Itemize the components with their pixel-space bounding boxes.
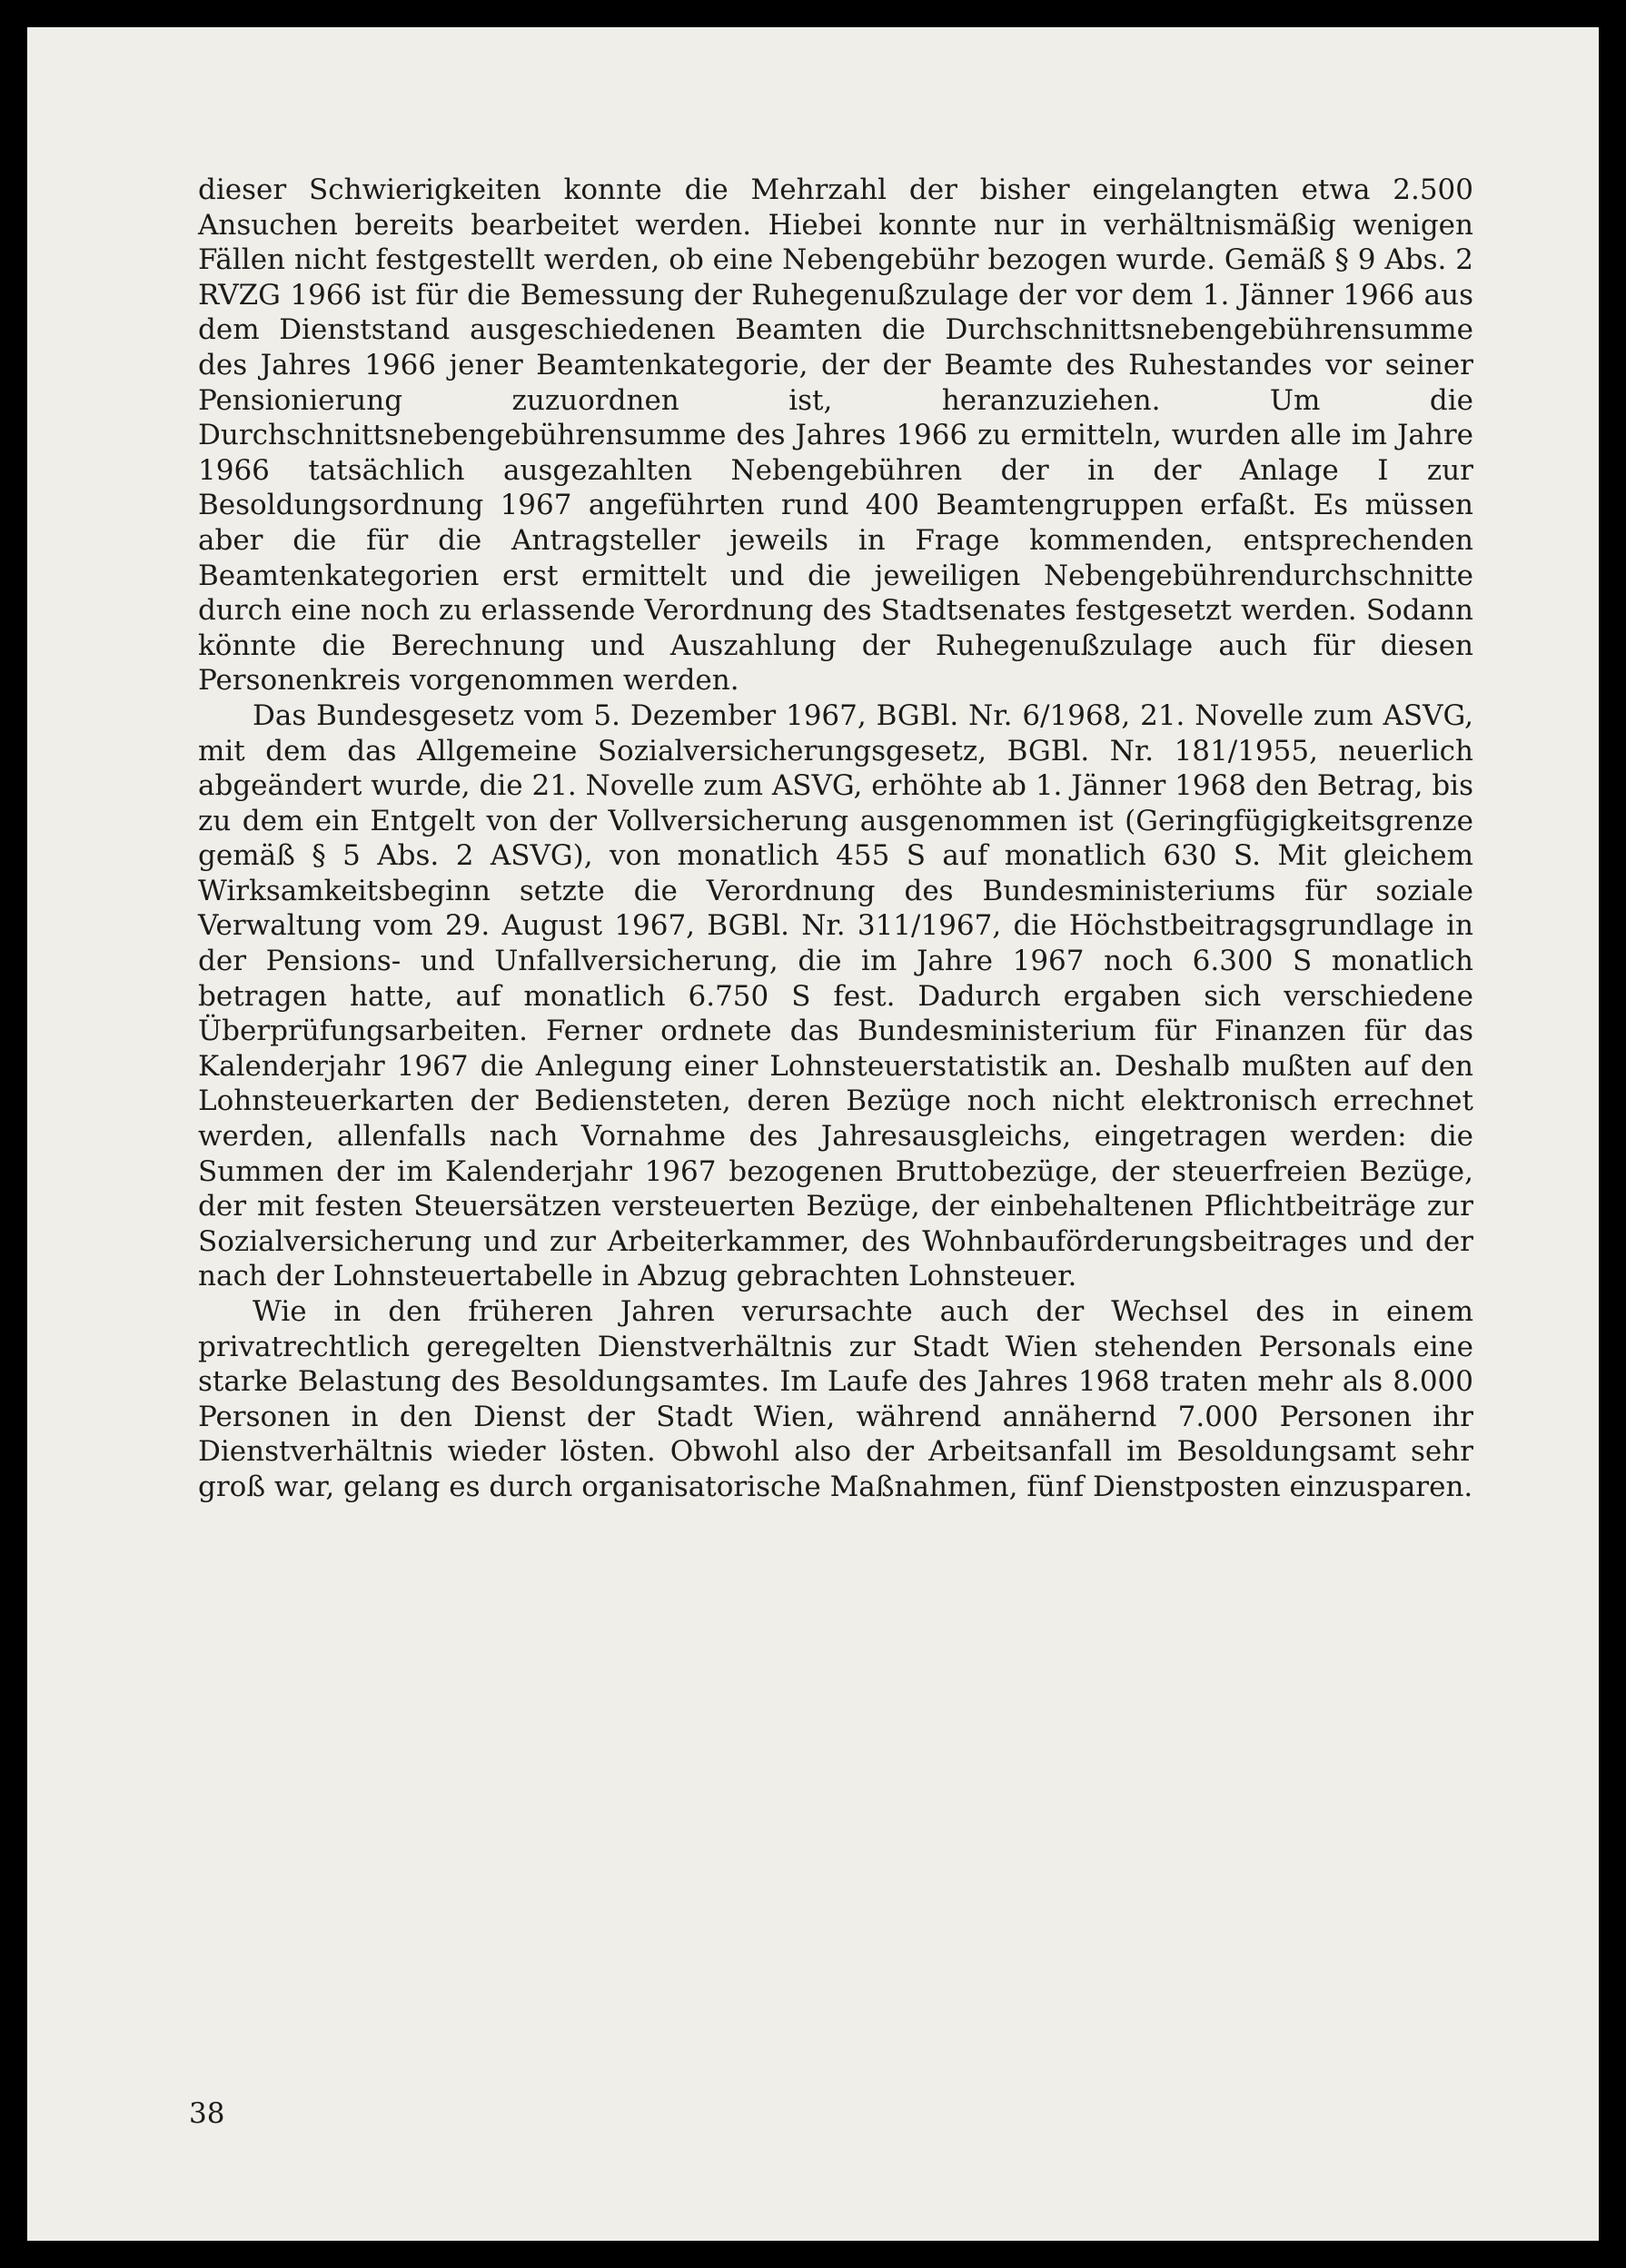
page-number: 38 xyxy=(189,2097,225,2130)
document-page xyxy=(27,27,1599,2241)
body-text xyxy=(198,173,1473,1505)
paragraph-personnel-change: Wie in den früheren Jahren verursachte auch der Wechsel des in einem privatrechtlich geregelten Dienstverhältnis zur Stadt Wien stehenden Personals eine starke Belastung des Besoldungsamtes. Im Laufe des Jahres 1968 traten mehr als 8.000 Personen in den Dienst der Stadt Wien, während annähernd 7.000 Personen ihr Dienstverhältnis wieder lösten. Obwohl also der Arbeitsanfall im Besoldungsamt sehr groß war, gelang es durch organisatorische Maßnahmen, fünf Dienstposten einzusparen. xyxy=(198,1295,1473,1503)
paragraph-asvg-novelle: Das Bundesgesetz vom 5. Dezember 1967, BGBl. Nr. 6/1968, 21. Novelle zum ASVG, mit dem das Allgemeine Sozialversicherungsgesetz, BGBl. Nr. 181/1955, neuerlich abgeändert wurde, die 21. Novelle zum ASVG, erhöhte ab 1. Jänner 1968 den Betrag, bis zu dem ein Entgelt von der Vollversicherung ausgenommen ist (Geringfügigkeitsgrenze gemäß § 5 Abs. 2 ASVG), von monatlich 455 S auf monatlich 630 S. Mit gleichem Wirksamkeitsbeginn setzte die Verordnung des Bundesministeriums für soziale Verwaltung vom 29. August 1967, BGBl. Nr. 311/1967, die Höchstbeitragsgrundlage in der Pensions- und Unfallversicherung, die im Jahre 1967 noch 6.300 S monatlich betragen hatte, auf monatlich 6.750 S fest. Dadurch ergaben sich verschiedene Überprüfungsarbeiten. Ferner ordnete das Bundesministerium für Finanzen für das Kalenderjahr 1967 die Anlegung einer Lohnsteuerstatistik an. Deshalb mußten auf den Lohnsteuerkarten der Bediensteten, deren Bezüge noch nicht elektronisch errechnet werden, allenfalls nach Vornahme des Jahresausgleichs, eingetragen werden: die Summen der im Kalenderjahr 1967 bezogenen Bruttobezüge, der steuerfreien Bezüge, der mit festen Steuersätzen versteuerten Bezüge, der einbehaltenen Pflichtbeiträge zur Sozialversicherung und zur Arbeiterkammer, des Wohnbauförderungsbeitrages und der nach der Lohnsteuertabelle in Abzug gebrachten Lohnsteuer. xyxy=(198,698,1473,1293)
paragraph-continuation: dieser Schwierigkeiten konnte die Mehrzahl der bisher eingelangten etwa 2.500 Ansuchen bereits bearbeitet werden. Hiebei konnte nur in verhältnismäßig wenigen Fällen nicht festgestellt werden, ob eine Nebengebühr bezogen wurde. Gemäß § 9 Abs. 2 RVZG 1966 ist für die Bemessung der Ruhegenußzulage der vor dem 1. Jänner 1966 aus dem Dienststand ausgeschiedenen Beamten die Durchschnittsnebengebührensumme des Jahres 1966 jener Beamtenkategorie, der der Beamte des Ruhestandes vor seiner Pensionierung zuzuordnen ist, heranzuziehen. Um die Durchschnittsnebengebührensumme des Jahres 1966 zu ermitteln, wurden alle im Jahre 1966 tatsächlich ausgezahlten Nebengebühren der in der Anlage I zur Besoldungsordnung 1967 angeführten rund 400 Beamtengruppen erfaßt. Es müssen aber die für die Antragsteller jeweils in Frage kommenden, entsprechenden Beamtenkategorien erst ermittelt und die jeweiligen Nebengebührendurchschnitte durch eine noch zu erlassende Verordnung des Stadtsenates festgesetzt werden. Sodann könnte die Berechnung und Auszahlung der Ruhegenußzulage auch für diesen Personenkreis vorgenommen werden. xyxy=(198,173,1473,698)
